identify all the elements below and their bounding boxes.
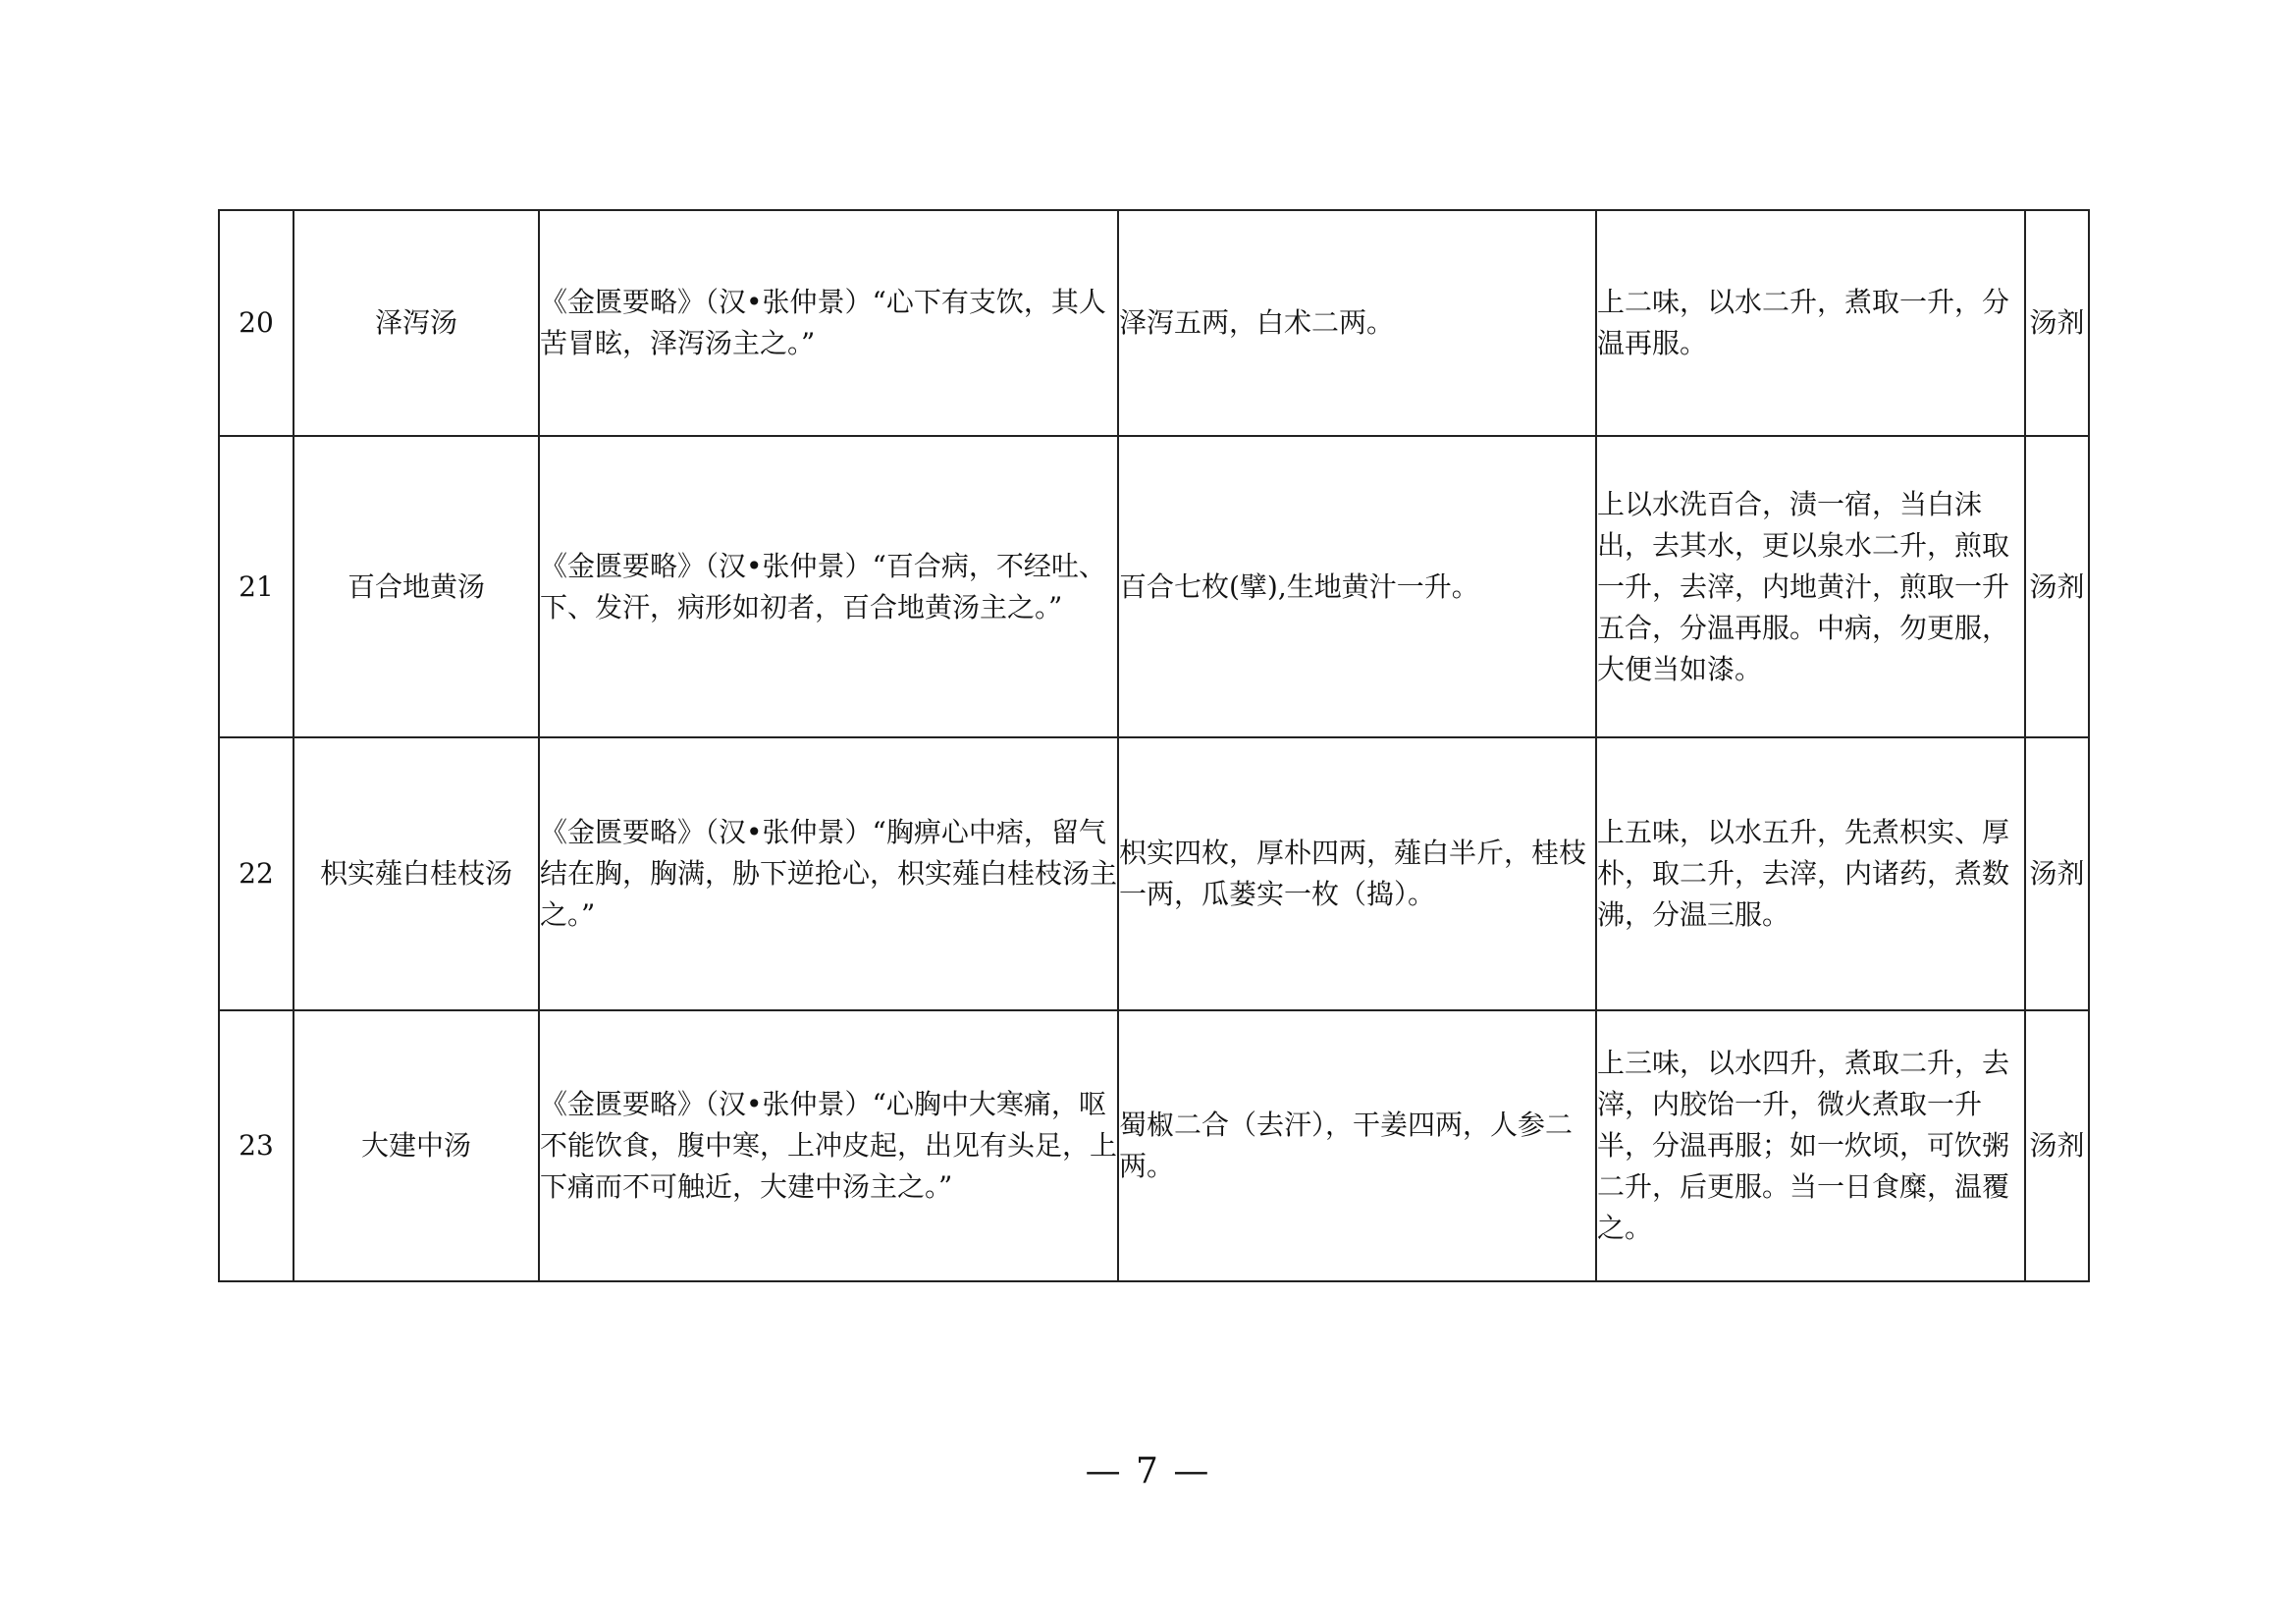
row-number: 20 <box>219 210 294 436</box>
preparation-method: 上二味，以水二升，煮取一升，分温再服。 <box>1596 210 2025 436</box>
formula-name: 大建中汤 <box>294 1010 539 1281</box>
formula-name: 泽泻汤 <box>294 210 539 436</box>
formula-composition: 百合七枚(擘),生地黄汁一升。 <box>1118 436 1596 737</box>
formula-composition: 枳实四枚，厚朴四两，薤白半斤，桂枝一两，瓜蒌实一枚（捣）。 <box>1118 737 1596 1010</box>
formula-source: 《金匮要略》（汉•张仲景）“心胸中大寒痛，呕不能饮食，腹中寒，上冲皮起，出见有头足，上下痛而不可触近，大建中汤主之。” <box>539 1010 1118 1281</box>
dosage-form: 汤剂 <box>2025 1010 2089 1281</box>
formula-source: 《金匮要略》（汉•张仲景）“心下有支饮，其人苦冒眩，泽泻汤主之。” <box>539 210 1118 436</box>
dosage-form: 汤剂 <box>2025 737 2089 1010</box>
table-row <box>219 737 2089 1010</box>
table-row <box>219 436 2089 737</box>
formula-table <box>218 209 2090 1282</box>
formula-name: 枳实薤白桂枝汤 <box>294 737 539 1010</box>
preparation-method: 上三味，以水四升，煮取二升，去滓，内胶饴一升，微火煮取一升半，分温再服；如一炊顷，可饮粥二升，后更服。当一日食糜，温覆之。 <box>1596 1010 2025 1281</box>
row-number: 22 <box>219 737 294 1010</box>
formula-name: 百合地黄汤 <box>294 436 539 737</box>
formula-source: 《金匮要略》（汉•张仲景）“胸痹心中痞，留气结在胸，胸满，胁下逆抢心，枳实薤白桂枝汤主之。” <box>539 737 1118 1010</box>
dosage-form: 汤剂 <box>2025 436 2089 737</box>
table-row <box>219 1010 2089 1281</box>
dosage-form: 汤剂 <box>2025 210 2089 436</box>
row-number: 23 <box>219 1010 294 1281</box>
preparation-method: 上五味，以水五升，先煮枳实、厚朴，取二升，去滓，内诸药，煮数沸，分温三服。 <box>1596 737 2025 1010</box>
formula-composition: 蜀椒二合（去汗），干姜四两，人参二两。 <box>1118 1010 1596 1281</box>
table-row <box>219 210 2089 436</box>
formula-composition: 泽泻五两，白术二两。 <box>1118 210 1596 436</box>
page-number: — 7 — <box>1085 1451 1211 1491</box>
preparation-method: 上以水洗百合，渍一宿，当白沫出，去其水，更以泉水二升，煎取一升，去滓，内地黄汁，煎取一升五合，分温再服。中病，勿更服，大便当如漆。 <box>1596 436 2025 737</box>
formula-source: 《金匮要略》（汉•张仲景）“百合病，不经吐、下、发汗，病形如初者，百合地黄汤主之。” <box>539 436 1118 737</box>
row-number: 21 <box>219 436 294 737</box>
